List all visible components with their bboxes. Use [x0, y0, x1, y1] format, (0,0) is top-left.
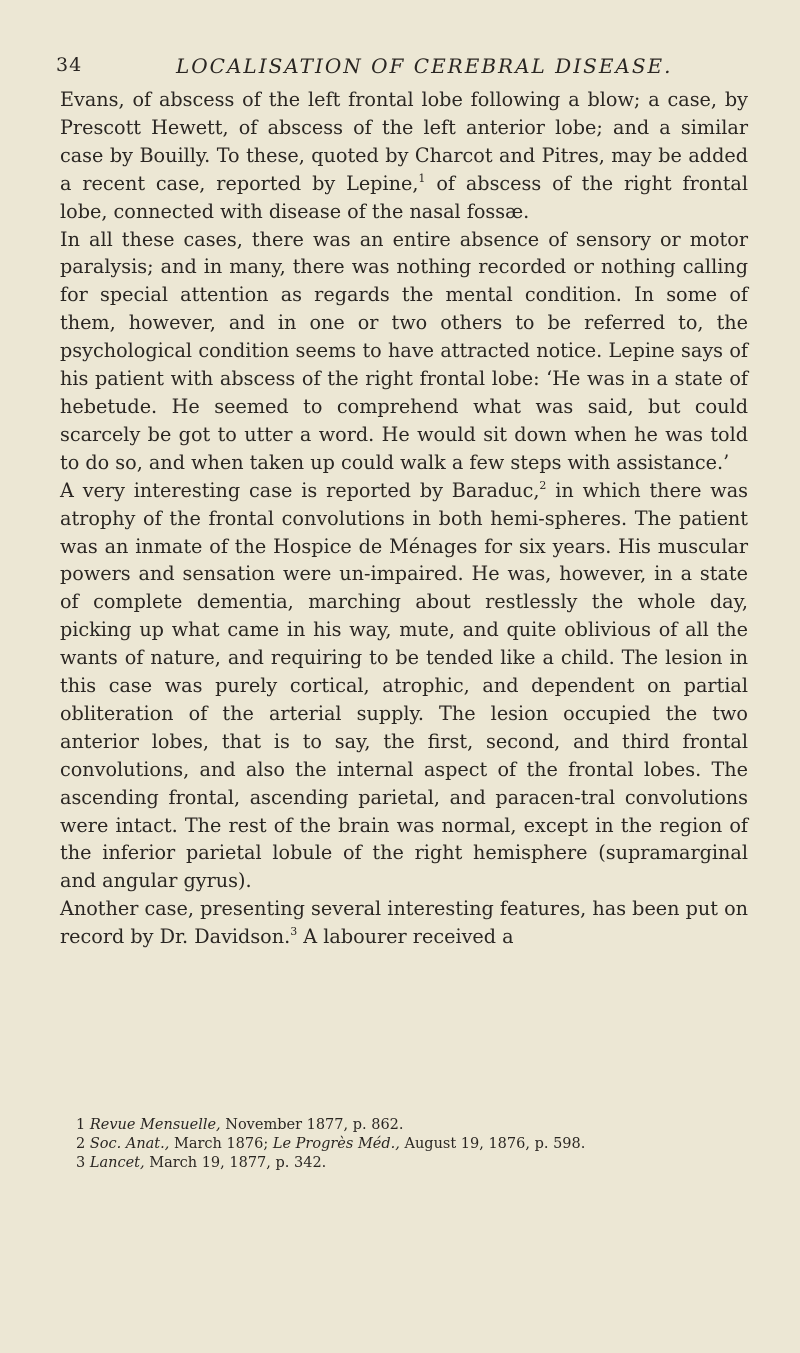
footnote-1: 1 Revue Mensuelle, November 1877, p. 862.: [76, 1117, 404, 1133]
footnote-2: 2 Soc. Anat., March 1876; Le Progrès Méd., August 19, 1876, p. 598.: [76, 1136, 586, 1152]
body-text: [60, 86, 748, 951]
running-header: [56, 50, 746, 84]
page-number: 34: [56, 54, 83, 76]
paragraph-2: In all these cases, there was an entire absence of sensory or motor paralysis; and in many, there was nothing recorded or nothing calling for special attention as regards the mental condition. In some of them, however, and in one or two others to be referred to, the psychological condition seems to have attracted notice. Lepine says of his patient with abscess of the right frontal lobe: ‘He was in a state of hebetude. He seemed to comprehend what was said, but could scarcely be got to utter a word. He would sit down when he was told to do so, and when taken up could walk a few steps with assistance.’: [60, 227, 748, 474]
footnote-ref-1: 1: [418, 171, 426, 185]
footnote-3: 3 Lancet, March 19, 1877, p. 342.: [76, 1155, 327, 1171]
paragraph-3: A very interesting case is reported by Baraduc,$^2$ in which there was atrophy of the frontal convolutions in both hemi-spheres. The patient was an inmate of the Hospice de Ménages for six years. His muscular powers and sensation were un-impaired. He was, however, in a state of complete dementia, marching about restlessly the whole day, picking up what came in his way, mute, and quite oblivious of all the wants of nature, and requiring to be tended like a child. The lesion in this case was purely cortical, atrophic, and dependent on partial obliteration of the arterial supply. The lesion occupied the two anterior lobes, that is to say, the first, second, and third frontal convolutions, and also the internal aspect of the frontal lobes. The ascending frontal, ascending parietal, and paracen-tral convolutions were intact. The rest of the brain was normal, except in the region of the inferior parietal lobule of the right hemisphere (supramarginal and angular gyrus).: [60, 478, 748, 893]
footnote-ref-3: 3: [290, 925, 298, 939]
footnotes: [64, 1116, 754, 1173]
paragraph-1: Evans, of abscess of the left frontal lobe following a blow; a case, by Prescott Hewett, of abscess of the left anterior lobe; and a similar case by Bouilly. To these, quoted by Charcot and Pitres, may be added a recent case, reported by Lepine,$^1$ of abscess of the right frontal lobe, connected with disease of the nasal fossæ.: [60, 88, 748, 223]
footnote-ref-2: 2: [539, 478, 547, 492]
paragraph-4: Another case, presenting several interesting features, has been put on record by Dr. Davidson.$^3$ A labourer received a: [60, 897, 748, 949]
running-title: LOCALISATION OF CEREBRAL DISEASE.: [176, 54, 673, 78]
